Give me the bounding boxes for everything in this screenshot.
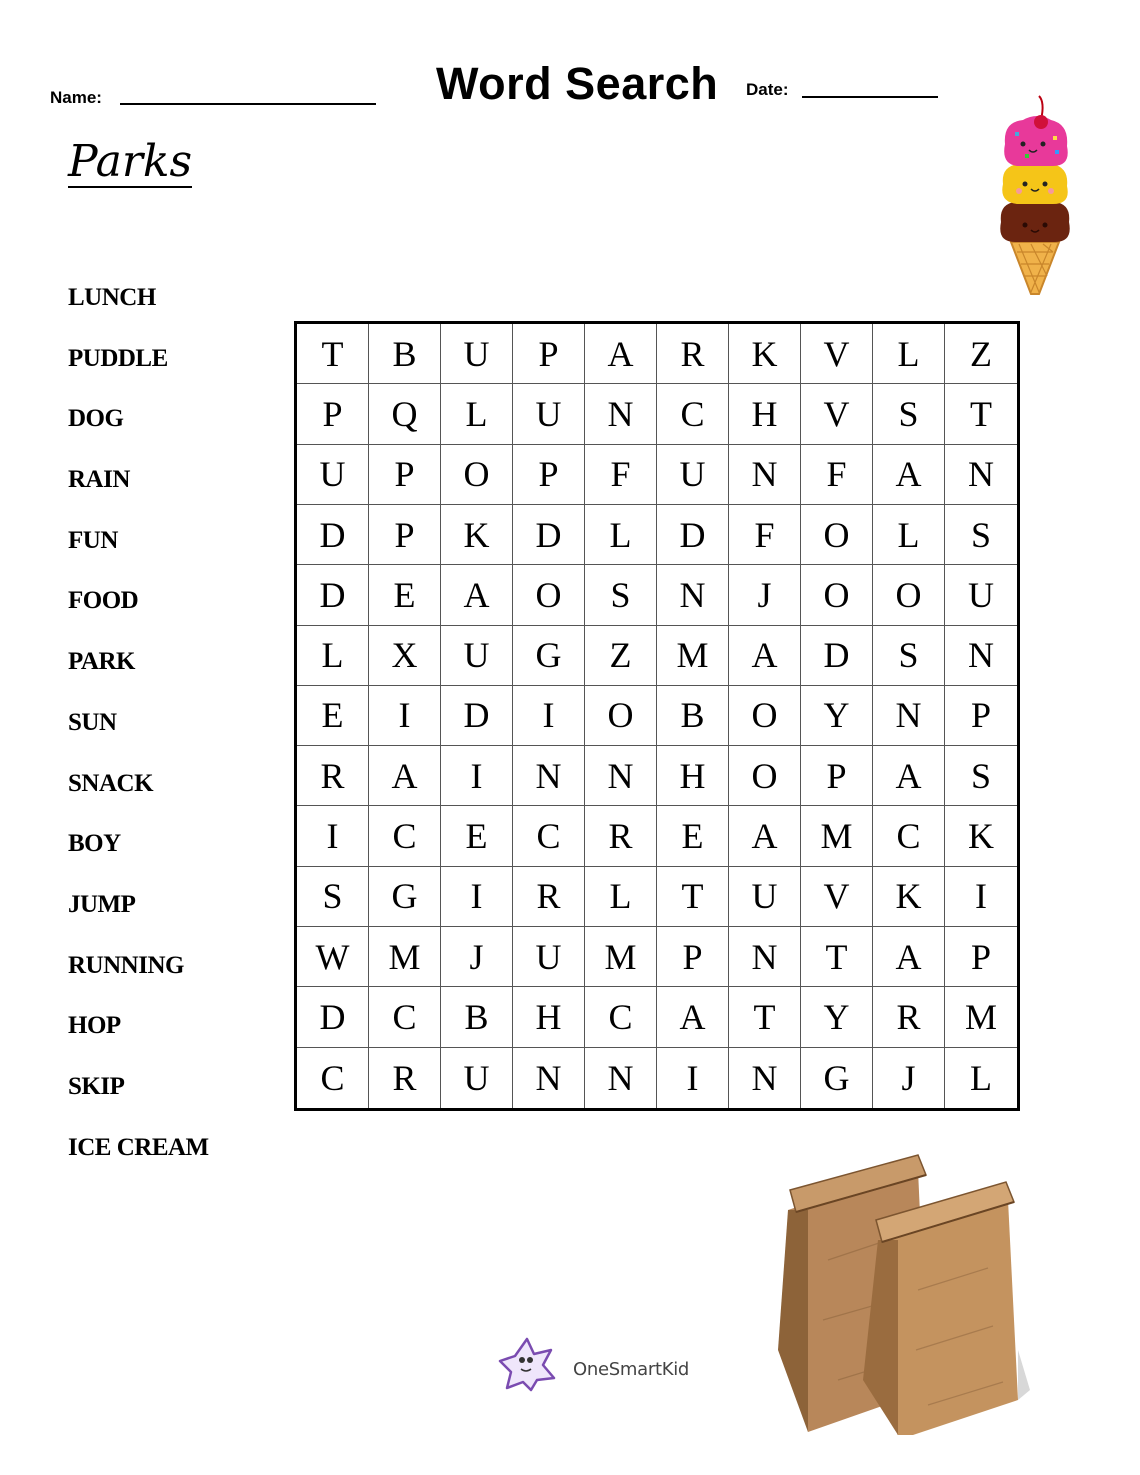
grid-cell[interactable]: R	[297, 746, 369, 806]
word-list-item: DOG	[68, 405, 124, 433]
grid-cell[interactable]: L	[970, 1057, 992, 1098]
grid-cell[interactable]: N	[873, 686, 945, 746]
word-list-item: SKIP	[68, 1072, 125, 1100]
grid-cell[interactable]: R	[657, 324, 729, 384]
name-blank-line[interactable]	[120, 103, 376, 105]
grid-cell[interactable]: O	[801, 505, 873, 565]
name-label: Name:	[50, 88, 102, 107]
grid-cell[interactable]: C	[873, 806, 945, 866]
grid-cell[interactable]: O	[873, 565, 945, 625]
grid-cell[interactable]: I	[297, 806, 369, 866]
page-title: Word Search	[436, 58, 719, 109]
word-list-item: HOP	[68, 1012, 121, 1040]
word-search-grid	[294, 321, 1020, 1111]
grid-cell[interactable]: C	[657, 384, 729, 444]
grid-cell[interactable]: A	[441, 565, 513, 625]
word-list-item: SNACK	[68, 769, 154, 797]
grid-cell[interactable]: D	[801, 626, 873, 686]
grid-cell[interactable]: U	[729, 867, 801, 927]
grid-cell[interactable]: I	[441, 746, 513, 806]
grid-cell[interactable]: J	[873, 1048, 945, 1108]
grid-cell[interactable]: J	[729, 565, 801, 625]
grid-cell[interactable]: P	[657, 927, 729, 987]
grid-cell[interactable]: O	[585, 686, 657, 746]
grid-cell[interactable]: E	[441, 806, 513, 866]
grid-cell[interactable]: A	[657, 987, 729, 1047]
grid-cell[interactable]: M	[945, 987, 1017, 1047]
word-list-item: FOOD	[68, 587, 139, 615]
date-label: Date:	[746, 80, 789, 99]
grid-cell[interactable]: J	[441, 927, 513, 987]
grid-cell[interactable]: P	[945, 927, 1017, 987]
grid-cell[interactable]: S	[585, 565, 657, 625]
grid-cell[interactable]: S	[945, 505, 1017, 565]
grid-cell[interactable]: U	[441, 324, 513, 384]
grid-cell[interactable]: T	[945, 384, 1017, 444]
grid-cell[interactable]: N	[945, 626, 1017, 686]
grid-cell[interactable]: U	[513, 927, 585, 987]
grid-cell[interactable]: N	[513, 746, 585, 806]
grid-cell[interactable]: E	[297, 686, 369, 746]
word-list-item: SUN	[68, 708, 117, 736]
grid-cell[interactable]: H	[657, 746, 729, 806]
grid-cell[interactable]: F	[729, 505, 801, 565]
grid-cell[interactable]: I	[441, 867, 513, 927]
grid-cell[interactable]: I	[513, 686, 585, 746]
grid-cell[interactable]: A	[729, 626, 801, 686]
grid-cell[interactable]: G	[513, 626, 585, 686]
grid-cell[interactable]: N	[513, 1048, 585, 1108]
grid-cell[interactable]: L	[873, 324, 945, 384]
grid-cell[interactable]: N	[585, 746, 657, 806]
grid-cell[interactable]: L	[585, 867, 657, 927]
grid-cell[interactable]: N	[729, 445, 801, 505]
grid-cell[interactable]: U	[657, 445, 729, 505]
grid-cell[interactable]: K	[441, 505, 513, 565]
grid-cell[interactable]: L	[441, 384, 513, 444]
grid-cell[interactable]: O	[801, 565, 873, 625]
grid-cell[interactable]: O	[729, 746, 801, 806]
grid-cell[interactable]: B	[441, 987, 513, 1047]
grid-cell[interactable]: H	[729, 384, 801, 444]
grid-cell[interactable]: V	[801, 384, 873, 444]
word-list-item: JUMP	[68, 890, 136, 918]
grid-cell[interactable]: C	[369, 806, 441, 866]
word-list	[68, 283, 209, 1193]
grid-cell[interactable]: A	[729, 806, 801, 866]
grid-cell[interactable]: K	[729, 324, 801, 384]
paper-bags-icon	[768, 1150, 1038, 1435]
grid-cell[interactable]: D	[513, 505, 585, 565]
grid-cell[interactable]: L	[585, 505, 657, 565]
grid-cell[interactable]: R	[873, 987, 945, 1047]
grid-cell[interactable]: X	[369, 626, 441, 686]
grid-cell[interactable]: R	[369, 1048, 441, 1108]
grid-cell[interactable]: Z	[945, 324, 1017, 384]
grid-cell[interactable]: O	[513, 565, 585, 625]
grid-cell[interactable]: S	[297, 867, 369, 927]
grid-cell[interactable]: P	[369, 505, 441, 565]
grid-cell[interactable]: B	[657, 686, 729, 746]
grid-cell[interactable]: K	[945, 806, 1017, 866]
grid-cell[interactable]: C	[297, 1048, 369, 1108]
grid-cell[interactable]: P	[513, 445, 585, 505]
grid-cell[interactable]: H	[513, 987, 585, 1047]
grid-cell[interactable]: I	[657, 1048, 729, 1108]
grid-cell[interactable]: Y	[801, 686, 873, 746]
grid-cell[interactable]: U	[945, 565, 1017, 625]
word-list-item: PARK	[68, 648, 135, 676]
grid-cell[interactable]: P	[297, 384, 369, 444]
grid-cell[interactable]: E	[369, 565, 441, 625]
grid-cell[interactable]: A	[873, 746, 945, 806]
grid-cell[interactable]: U	[441, 626, 513, 686]
grid-cell[interactable]: N	[945, 445, 1017, 505]
grid-cell[interactable]: C	[369, 987, 441, 1047]
grid-cell[interactable]: N	[729, 927, 801, 987]
date-blank-line[interactable]	[802, 96, 938, 98]
grid-cell[interactable]: U	[441, 1048, 513, 1108]
grid-cell[interactable]: E	[657, 806, 729, 866]
word-list-item: ICE CREAM	[68, 1133, 209, 1161]
grid-cell[interactable]: P	[369, 445, 441, 505]
grid-cell[interactable]: C	[585, 987, 657, 1047]
word-list-item: RUNNING	[68, 951, 184, 979]
grid-cell[interactable]: W	[297, 927, 369, 987]
grid-cell[interactable]: T	[801, 927, 873, 987]
grid-cell[interactable]: D	[657, 505, 729, 565]
grid-cell[interactable]: N	[657, 565, 729, 625]
grid-cell[interactable]: Y	[801, 987, 873, 1047]
word-list-item: PUDDLE	[68, 344, 168, 372]
grid-cell[interactable]: P	[513, 324, 585, 384]
grid-cell[interactable]: P	[801, 746, 873, 806]
grid-cell[interactable]: A	[873, 445, 945, 505]
ice-cream-icon	[995, 92, 1075, 297]
grid-cell[interactable]: L	[873, 505, 945, 565]
grid-cell[interactable]: K	[873, 867, 945, 927]
grid-cell[interactable]: L	[297, 626, 369, 686]
word-list-item: RAIN	[68, 466, 130, 494]
grid-cell[interactable]: S	[873, 384, 945, 444]
grid-cell[interactable]: T	[729, 987, 801, 1047]
grid-cell[interactable]: I	[945, 867, 1017, 927]
grid-cell[interactable]: A	[873, 927, 945, 987]
puzzle-theme-title: Parks	[68, 136, 193, 187]
grid-cell[interactable]: V	[801, 867, 873, 927]
word-list-item: FUN	[68, 526, 118, 554]
grid-cell[interactable]: R	[513, 867, 585, 927]
grid-cell[interactable]: M	[369, 927, 441, 987]
grid-cell[interactable]: A	[585, 324, 657, 384]
grid-cell[interactable]: S	[945, 746, 1017, 806]
grid-cell[interactable]: B	[369, 324, 441, 384]
word-list-item: LUNCH	[68, 284, 156, 311]
grid-cell[interactable]: N	[585, 384, 657, 444]
grid-cell[interactable]: G	[369, 867, 441, 927]
grid-cell[interactable]: I	[369, 686, 441, 746]
grid-cell[interactable]: T	[657, 867, 729, 927]
grid-cell[interactable]: M	[801, 806, 873, 866]
grid-cell[interactable]: C	[513, 806, 585, 866]
grid-cell[interactable]: F	[801, 445, 873, 505]
grid-cell[interactable]: S	[873, 626, 945, 686]
grid-cell[interactable]: P	[945, 686, 1017, 746]
grid-cell[interactable]: M	[585, 927, 657, 987]
grid-cell[interactable]: D	[297, 987, 369, 1047]
grid-cell[interactable]: G	[801, 1048, 873, 1108]
grid-cell[interactable]: D	[297, 505, 369, 565]
grid-cell[interactable]: Q	[369, 384, 441, 444]
grid-cell[interactable]: R	[585, 806, 657, 866]
grid-cell[interactable]: V	[801, 324, 873, 384]
grid-cell[interactable]: N	[729, 1048, 801, 1108]
grid-cell[interactable]: F	[585, 445, 657, 505]
grid-cell[interactable]: D	[297, 565, 369, 625]
grid-cell[interactable]: T	[297, 324, 369, 384]
logo-star-icon	[497, 1336, 557, 1392]
grid-cell[interactable]: U	[297, 445, 369, 505]
grid-cell[interactable]: O	[441, 445, 513, 505]
logo-text: OneSmartKid	[573, 1359, 690, 1380]
grid-cell[interactable]: U	[513, 384, 585, 444]
grid-cell[interactable]: O	[729, 686, 801, 746]
grid-cell[interactable]: M	[657, 626, 729, 686]
grid-cell[interactable]: Z	[585, 626, 657, 686]
grid-cell[interactable]: A	[369, 746, 441, 806]
grid-cell[interactable]: D	[441, 686, 513, 746]
grid-cell[interactable]: N	[585, 1048, 657, 1108]
word-list-item: BOY	[68, 830, 121, 858]
